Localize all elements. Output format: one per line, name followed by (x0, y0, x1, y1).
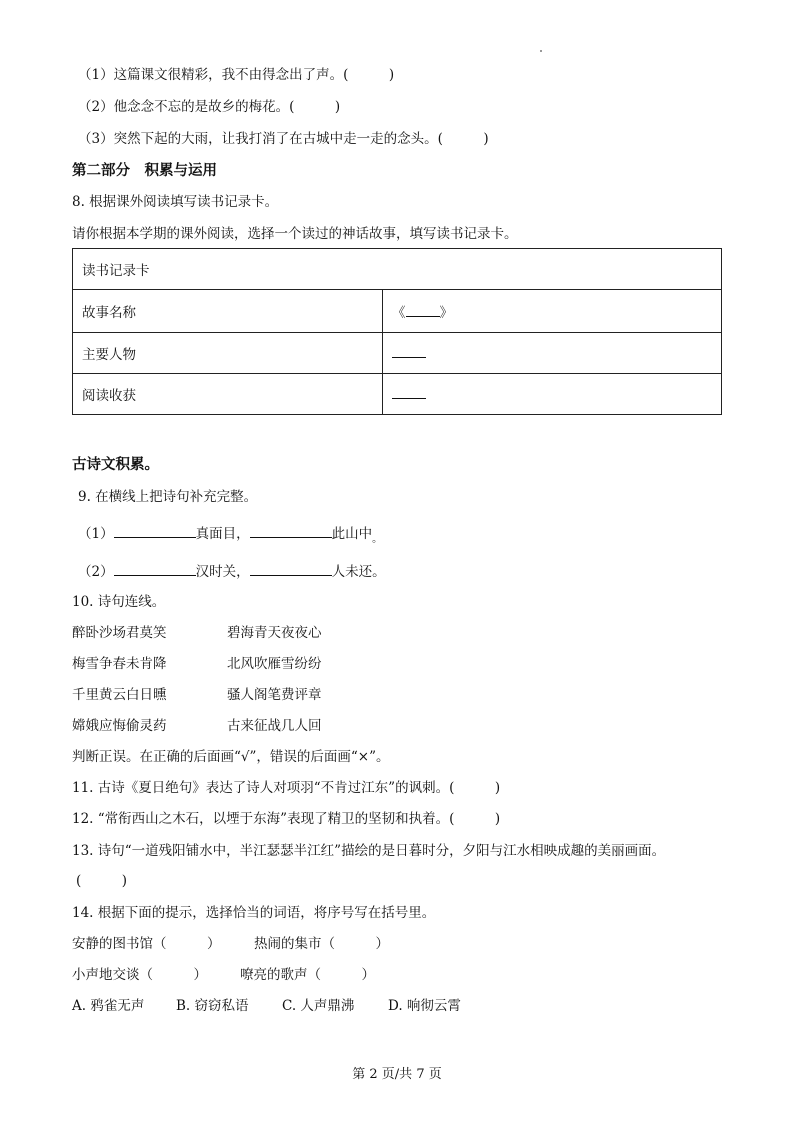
q14-option-d: D. 响彻云霄 (388, 998, 461, 1014)
q7-item-2: （2）他念念不忘的是故乡的梅花。( ) (78, 99, 341, 115)
q13-answer-paren[interactable]: ( ) (76, 873, 128, 889)
q7-item-1: （1）这篇课文很精彩，我不由得念出了声。( ) (78, 67, 395, 83)
q9-blank-2[interactable] (250, 523, 332, 538)
q9-line-1-mid: 真面目， (195, 526, 250, 542)
q8-title: 8. 根据课外阅读填写读书记录卡。 (72, 194, 279, 210)
card-title: 读书记录卡 (73, 249, 722, 290)
part2-title: 第二部分 积累与运用 (72, 163, 217, 179)
card-value-reading-gains[interactable] (383, 374, 722, 415)
q14-option-b: B. 窃窃私语 (176, 998, 249, 1014)
q14-prompt-talk: 小声地交谈（ ） (72, 967, 207, 983)
story-name-blank[interactable] (406, 303, 440, 317)
card-value-story-name[interactable] (383, 290, 722, 333)
q10-right-1[interactable]: 碧海青天夜夜心 (227, 625, 322, 641)
q9-line-2-num: （2） (78, 564, 114, 580)
q9-line-2 (78, 561, 386, 581)
book-bracket-open: 《 (392, 305, 406, 321)
q14-prompt-song: 嘹亮的歌声（ ） (240, 967, 375, 983)
card-label-main-characters: 主要人物 (73, 333, 383, 374)
reading-record-card (72, 248, 722, 415)
reading-gains-blank[interactable] (392, 385, 426, 399)
q14-title: 14. 根据下面的提示，选择恰当的词语，将序号写在括号里。 (72, 905, 436, 921)
page-footer: 第 2 页/共 7 页 (352, 1067, 442, 1082)
q9-line-1-end: 此山中 (331, 526, 373, 542)
q14-option-a: A. 鸦雀无声 (72, 998, 145, 1014)
q9-blank-1[interactable] (114, 523, 196, 538)
q9-line-2-mid: 汉时关， (195, 564, 250, 580)
q9-line-1-tail: 。 (372, 534, 383, 545)
poetry-section-title: 古诗文积累。 (72, 457, 159, 473)
q10-left-1[interactable]: 醉卧沙场君莫笑 (72, 625, 167, 641)
q12: 12. “常衔西山之木石，以堙于东海”表现了精卫的坚韧和执着。( ) (72, 811, 501, 827)
q10-title: 10. 诗句连线。 (72, 594, 166, 610)
q14-prompt-library: 安静的图书馆（ ） (72, 936, 221, 952)
card-label-story-name: 故事名称 (73, 290, 383, 333)
main-characters-blank[interactable] (392, 344, 426, 358)
q7-item-3: （3）突然下起的大雨，让我打消了在古城中走一走的念头。( ) (78, 131, 489, 147)
q10-right-4[interactable]: 古来征战几人回 (227, 718, 322, 734)
q13-text: 13. 诗句“一道残阳铺水中，半江瑟瑟半江红”描绘的是日暮时分，夕阳与江水相映成趣的美丽画面。 (72, 843, 666, 859)
q9-line-1-num: （1） (78, 526, 114, 542)
q9-blank-3[interactable] (114, 561, 196, 576)
q10-left-3[interactable]: 千里黄云白日曛 (72, 687, 167, 703)
q9-line-1 (78, 523, 382, 545)
q14-prompt-market: 热闹的集市（ ） (254, 936, 389, 952)
q10-right-2[interactable]: 北风吹雁雪纷纷 (227, 656, 322, 672)
q8-instruction: 请你根据本学期的课外阅读，选择一个读过的神话故事，填写读书记录卡。 (72, 226, 518, 242)
book-bracket-close: 》 (439, 305, 453, 321)
scan-dot (540, 50, 542, 52)
judge-instruction: 判断正误。在正确的后面画“√”，错误的后面画“×”。 (72, 749, 390, 765)
card-value-main-characters[interactable] (383, 333, 722, 374)
q11: 11. 古诗《夏日绝句》表达了诗人对项羽“不肯过江东”的讽刺。( ) (72, 780, 501, 796)
q9-title: 9. 在横线上把诗句补充完整。 (78, 489, 258, 505)
q9-blank-4[interactable] (250, 561, 332, 576)
q10-right-3[interactable]: 骚人阁笔费评章 (227, 687, 322, 703)
q9-line-2-end: 人未还。 (331, 564, 386, 580)
card-label-reading-gains: 阅读收获 (73, 374, 383, 415)
q10-left-4[interactable]: 嫦娥应悔偷灵药 (72, 718, 167, 734)
q14-option-c: C. 人声鼎沸 (282, 998, 355, 1014)
q10-left-2[interactable]: 梅雪争春未肯降 (72, 656, 167, 672)
